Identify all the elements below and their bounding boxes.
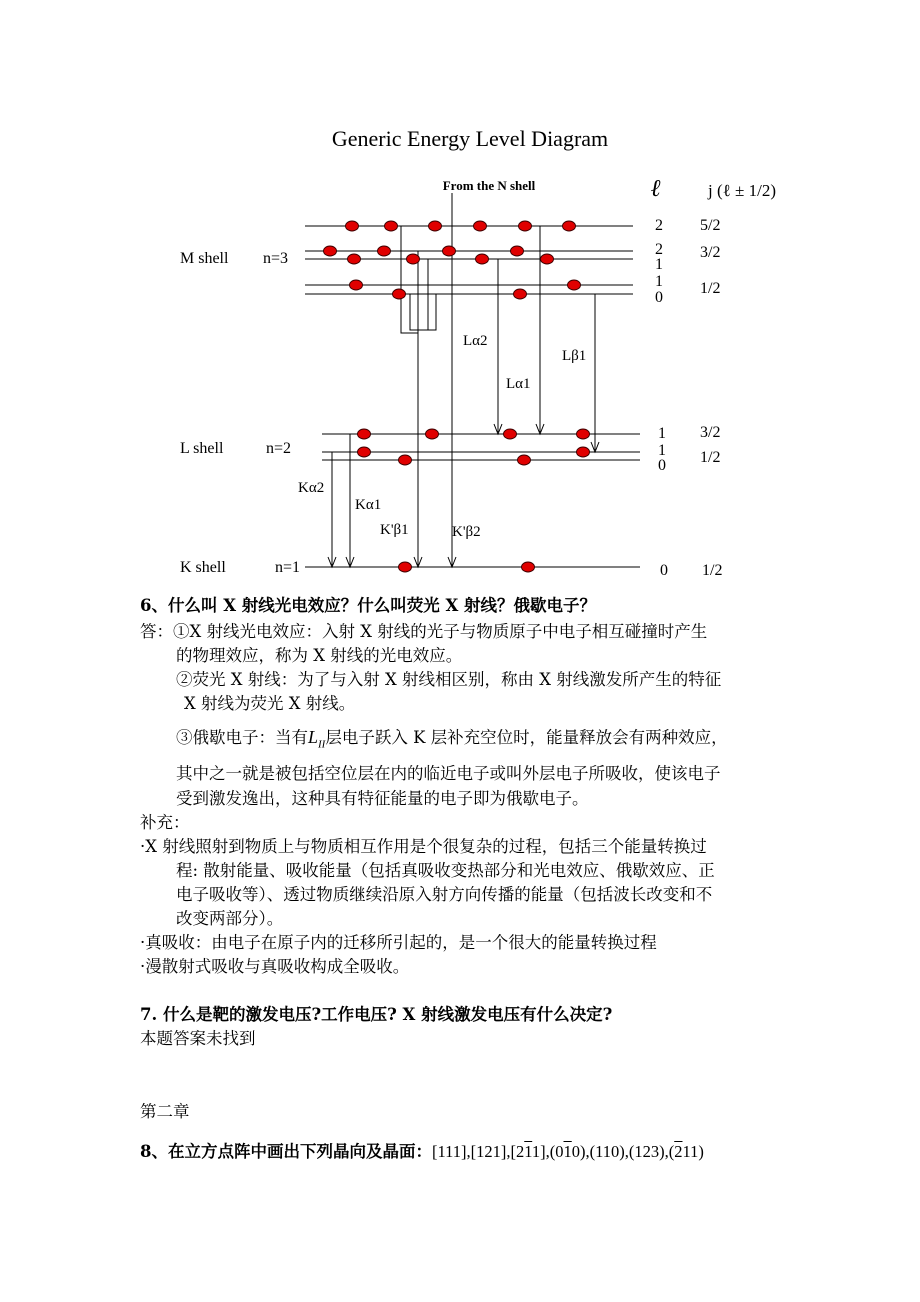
transition-la1: Lα1 (506, 376, 531, 392)
transition-ka1: Kα1 (355, 497, 382, 513)
column-l-header: ℓ (650, 176, 662, 202)
m-l-label: 2 (655, 241, 663, 258)
q8-heading-line (140, 1140, 704, 1164)
q7-answer: 本题答案未找到 (140, 1029, 256, 1048)
l-shell-label: L shell (180, 440, 224, 457)
k-shell-n: n=1 (275, 559, 301, 576)
energy-level-diagram (0, 0, 920, 590)
transition-ka2: Kα2 (298, 480, 325, 496)
q6-answer3-pre: ③俄歇电子：当有 (176, 728, 308, 747)
q8-heading: 8、在立方点阵中画出下列晶向及晶面： (140, 1142, 432, 1161)
m-l-label: 2 (655, 217, 663, 234)
l-l-label: 1 (658, 442, 666, 459)
electrons (324, 221, 590, 572)
m-shell-n: n=3 (263, 250, 289, 267)
m-j-label: 3/2 (700, 244, 721, 261)
transition-la2: Lα2 (463, 333, 488, 349)
supplement-item1-line2: 程: 散射能量、吸收能量（包括真吸收变热部分和光电效应、俄歇效应、正 (176, 861, 715, 880)
k-shell-label: K shell (180, 559, 226, 576)
l-l-label: 0 (658, 457, 666, 474)
supplement-title: 补充： (140, 813, 190, 832)
q6-answer1-line1: 答：①X 射线光电效应：入射 X 射线的光子与物质原子中电子相互碰撞时产生 (140, 622, 708, 641)
q7-heading: 7. 什么是靶的激发电压?工作电压? X 射线激发电压有什么决定? (140, 1005, 613, 1024)
l-l-label: 1 (658, 425, 666, 442)
m-j-label: 5/2 (700, 217, 721, 234)
m-l-label: 1 (655, 256, 663, 273)
diagram-title: Generic Energy Level Diagram (331, 126, 609, 151)
m-shell-label: M shell (180, 250, 229, 267)
l-ii-symbol: $L_{II}$ (308, 727, 326, 751)
supplement-item2: ·真吸收：由电子在原子内的迁移所引起的，是一个很大的能量转换过程 (140, 933, 657, 952)
m-j-label: 1/2 (700, 280, 721, 297)
q6-answer3-line2: 其中之一就是被包括空位层在内的临近电子或叫外层电子所吸收，使该电子 (176, 764, 721, 783)
l-shell-n: n=2 (266, 440, 292, 457)
m-l-label: 0 (655, 289, 663, 306)
q6-answer2-line2: X 射线为荧光 X 射线。 (184, 694, 356, 713)
q6-answer3-line1 (176, 725, 728, 757)
k-j-label: 1/2 (702, 562, 723, 579)
transition-kb1: K'β1 (380, 522, 409, 538)
supplement-item1-line1: ·X 射线照射到物质上与物质相互作用是个很复杂的过程，包括三个能量转换过 (140, 837, 707, 856)
transition-lb1: Lβ1 (562, 348, 587, 364)
supplement-item1-line4: 改变两部分）。 (176, 909, 284, 928)
supplement-item3: ·漫散射式吸收与真吸收构成全吸收。 (140, 957, 410, 976)
q6-answer3-line3: 受到激发逸出，这种具有特征能量的电子即为俄歇电子。 (176, 789, 589, 808)
q6-answer2-line1: ②荧光 X 射线：为了与入射 X 射线相区别，称由 X 射线激发所产生的特征 (176, 670, 722, 689)
energy-levels (305, 226, 640, 567)
q6-heading: 6、什么叫 X 射线光电效应？什么叫荧光 X 射线？俄歇电子？ (140, 596, 597, 615)
k-l-label: 0 (660, 562, 668, 579)
m-l-label: 1 (655, 273, 663, 290)
miller-indices: [111],[121],[211],(010),(110),(123),(211) (431, 1142, 704, 1161)
l-j-label: 3/2 (700, 424, 721, 441)
q6-answer3-post: 层电子跃入 K 层补充空位时，能量释放会有两种效应， (325, 728, 728, 747)
chapter-title: 第二章 (140, 1102, 190, 1121)
q6-answer1-line2: 的物理效应，称为 X 射线的光电效应。 (176, 646, 463, 665)
source-label: From the N shell (442, 178, 536, 193)
transition-kb2: K'β2 (452, 524, 481, 540)
l-j-label: 1/2 (700, 449, 721, 466)
supplement-item1-line3: 电子吸收等）、透过物质继续沿原入射方向传播的能量（包括波长改变和不 (176, 885, 713, 904)
column-j-header: j (ℓ ± 1/2) (708, 181, 776, 200)
